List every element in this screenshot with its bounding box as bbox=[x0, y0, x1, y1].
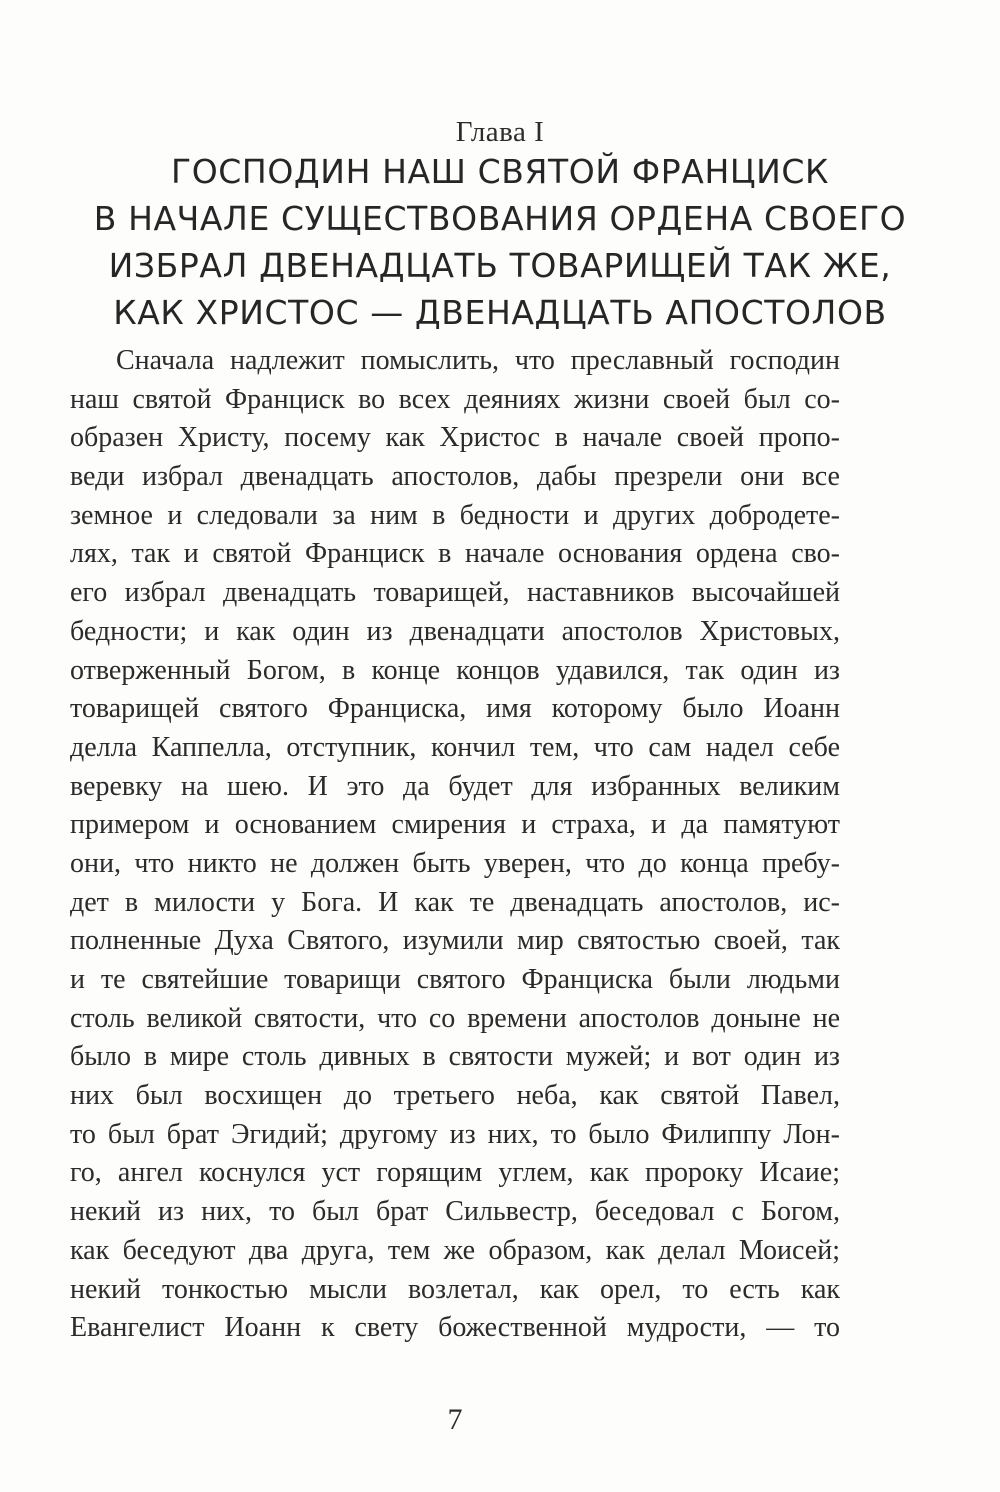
text-line: и те святейшие товарищи святого Франциска были людьми bbox=[70, 964, 840, 995]
text-line: примером и основанием смирения и страха, и да памятуют bbox=[70, 809, 840, 841]
text-line: веревку на шею. И это да будет для избранных великим bbox=[70, 770, 840, 802]
text-line: Евангелист Иоанн к свету божественной мудрости, — то bbox=[70, 1312, 840, 1344]
chapter-title bbox=[60, 148, 940, 336]
text-line: образен Христу, посему как Христос в начале своей пропо- bbox=[70, 422, 840, 454]
text-line: делла Каппелла, отступник, кончил тем, что сам надел себе bbox=[70, 731, 840, 763]
chapter-label: Глава I bbox=[455, 116, 545, 148]
text-line: они, что никто не должен быть уверен, что до конца пребу- bbox=[70, 847, 840, 879]
text-line: товарищей святого Франциска, имя которому было Иоанн bbox=[70, 693, 840, 725]
text-line: некий из них, то был брат Сильвестр, беседовал с Богом, bbox=[70, 1196, 840, 1228]
text-line: его избрал двенадцать товарищей, наставников высочайшей bbox=[70, 577, 840, 609]
text-line: дет в милости у Бога. И как те двенадцать апостолов, ис- bbox=[70, 886, 840, 918]
text-line: бедности; и как один из двенадцати апостолов Христовых, bbox=[70, 615, 840, 647]
text-line: некий тонкостью мысли возлетал, как орел, то есть как bbox=[70, 1273, 840, 1305]
text-line: лях, так и святой Франциск в начале основания ордена сво- bbox=[70, 538, 840, 570]
page-number: 7 bbox=[447, 1403, 463, 1436]
text-line: полненные Духа Святого, изумили мир святостью своей, так bbox=[70, 925, 840, 957]
text-line: отверженный Богом, в конце концов удавился, так один из bbox=[70, 654, 840, 686]
text-line: го, ангел коснулся уст горящим углем, как пророку Исаие; bbox=[70, 1157, 840, 1189]
chapter-title-line: В НАЧАЛЕ СУЩЕСТВОВАНИЯ ОРДЕНА СВОЕГО bbox=[93, 199, 907, 238]
text-line: наш святой Франциск во всех деяниях жизни своей был со- bbox=[70, 383, 840, 415]
chapter-title-line: ГОСПОДИН НАШ СВЯТОЙ ФРАНЦИСК bbox=[170, 152, 830, 191]
body-paragraph bbox=[70, 342, 840, 1348]
text-line: то был брат Эгидий; другому из них, то было Филиппу Лон- bbox=[70, 1118, 840, 1150]
text-line: земное и следовали за ним в бедности и других добродете- bbox=[70, 499, 840, 531]
chapter-title-line: КАК ХРИСТОС — ДВЕНАДЦАТЬ АПОСТОЛОВ bbox=[113, 293, 887, 332]
text-line: столь великой святости, что со времени апостолов доныне не bbox=[70, 1002, 840, 1034]
text-line: веди избрал двенадцать апостолов, дабы презрели они все bbox=[70, 461, 840, 493]
text-line: них был восхищен до третьего неба, как святой Павел, bbox=[70, 1080, 840, 1112]
text-line: Сначала надлежит помыслить, что преславный господин bbox=[116, 345, 840, 376]
text-line: было в мире столь дивных в святости мужей; и вот один из bbox=[70, 1041, 840, 1073]
chapter-title-line: ИЗБРАЛ ДВЕНАДЦАТЬ ТОВАРИЩЕЙ ТАК ЖЕ, bbox=[108, 246, 892, 285]
text-line: как беседуют два друга, тем же образом, как делал Моисей; bbox=[70, 1234, 840, 1266]
